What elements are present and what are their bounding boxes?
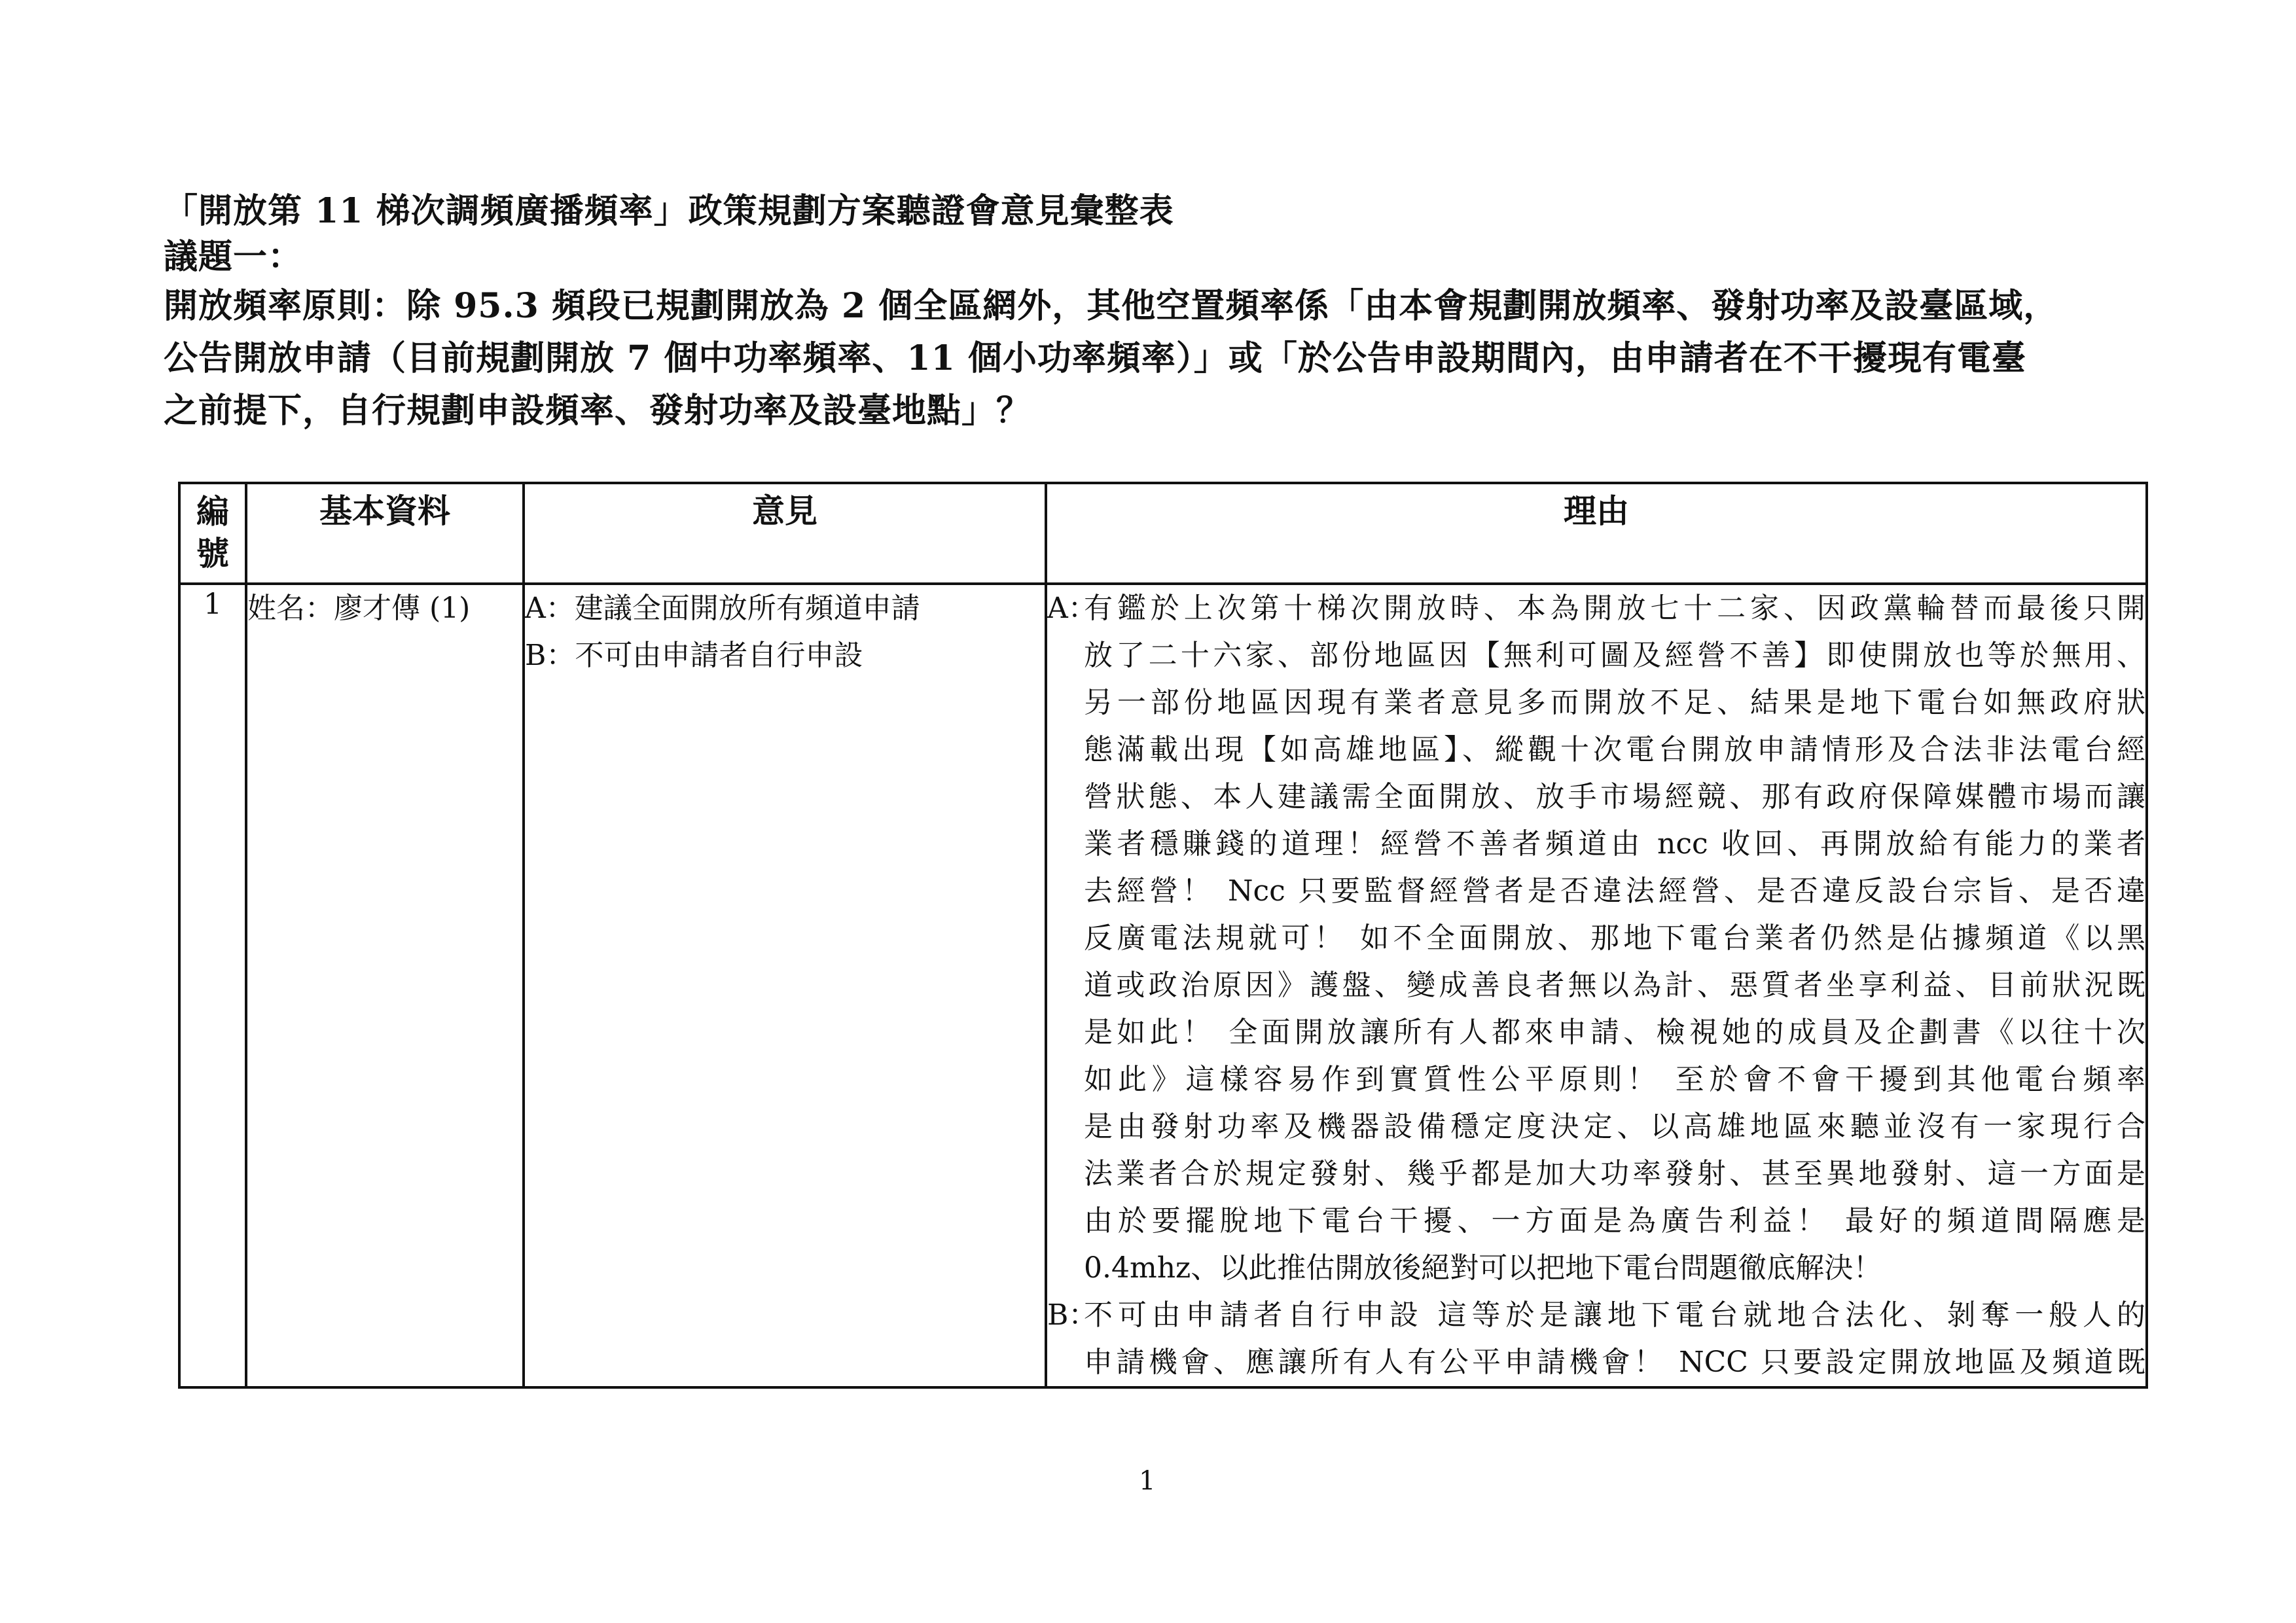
reason-line: 有鑑於上次第十梯次開放時、本為開放七十二家、因政黨輪替而最後只開 xyxy=(1084,592,2145,625)
row-number: 1 xyxy=(179,584,246,1387)
header-number: 編號 xyxy=(179,483,246,584)
reason-cell xyxy=(1046,584,2147,1387)
reason-line: 不可由申請者自行申設 這等於是讓地下電台就地合法化、剝奪一般人的 xyxy=(1084,1298,2145,1332)
table-header-row xyxy=(179,483,2147,584)
reason-line: 0.4mhz、以此推估開放後絕對可以把地下電台問題徹底解決！ xyxy=(1084,1251,1882,1285)
table-row xyxy=(179,584,2147,1387)
reason-line: 如此》這樣容易作到實質性公平原則！ 至於會不會干擾到其他電台頻率 xyxy=(1084,1063,2145,1096)
reason-line: 另一部份地區因現有業者意見多而開放不足、結果是地下電台如無政府狀 xyxy=(1084,686,2145,719)
opinion-table xyxy=(178,482,2148,1389)
reason-line: 由於要擺脫地下電台干擾、一方面是為廣告利益！ 最好的頻道間隔應是 xyxy=(1084,1204,2145,1238)
page-number: 1 xyxy=(1139,1466,1156,1496)
reason-item-b xyxy=(1047,1292,2145,1386)
reason-label: A： xyxy=(1047,592,1097,625)
reason-line: 態滿載出現【如高雄地區】、縱觀十次電台開放申請情形及合法非法電台經 xyxy=(1084,733,2145,766)
issue-label: 議題一： xyxy=(164,237,303,277)
question-line: 開放頻率原則：除 95.3 頻段已規劃開放為 2 個全區網外，其他空置頻率係「由本會規劃開放頻率、發射功率及設臺區域， xyxy=(164,286,2058,326)
question-line: 公告開放申請（目前規劃開放 7 個中功率頻率、11 個小功率頻率）」或「於公告申設期間內，由申請者在不干擾現有電臺 xyxy=(164,338,2026,378)
reason-lines xyxy=(1084,585,2145,1292)
reason-line: 是如此！ 全面開放讓所有人都來申請、檢視她的成員及企劃書《以往十次 xyxy=(1084,1016,2145,1049)
reason-label: B： xyxy=(1047,1298,1098,1332)
header-opinion: 意見 xyxy=(524,483,1046,584)
reason-line: 去經營！ Ncc 只要監督經營者是否違法經營、是否違反設台宗旨、是否違 xyxy=(1084,874,2145,908)
opinion-cell xyxy=(524,584,1046,1387)
basic-info-text: 姓名：廖才傳 (1) xyxy=(247,592,471,625)
reason-lines xyxy=(1084,1292,2145,1386)
document-title: 「開放第 11 梯次調頻廣播頻率」政策規劃方案聽證會意見彙整表 xyxy=(164,191,1174,231)
reason-line: 道或政治原因》護盤、變成善良者無以為計、惡質者坐享利益、目前狀況既 xyxy=(1084,969,2145,1002)
opinion-item: B：不可由申請者自行申設 xyxy=(525,639,863,672)
header-reason: 理由 xyxy=(1046,483,2147,584)
reason-line: 放了二十六家、部份地區因【無利可圖及經營不善】即使開放也等於無用、 xyxy=(1084,639,2145,672)
reason-item-a xyxy=(1047,585,2145,1292)
reason-line: 業者穩賺錢的道理！經營不善者頻道由 ncc 收回、再開放給有能力的業者 xyxy=(1084,827,2145,861)
opinion-item: A：建議全面開放所有頻道申請 xyxy=(525,592,920,625)
reason-line: 營狀態、本人建議需全面開放、放手市場經競、那有政府保障媒體市場而讓 xyxy=(1084,780,2145,813)
reason-line: 是由發射功率及機器設備穩定度決定、以高雄地區來聽並沒有一家現行合 xyxy=(1084,1110,2145,1143)
basic-info-cell xyxy=(246,584,524,1387)
reason-line: 反廣電法規就可！ 如不全面開放、那地下電台業者仍然是佔據頻道《以黑 xyxy=(1084,921,2145,955)
question-line: 之前提下，自行規劃申設頻率、發射功率及設臺地點」？ xyxy=(164,391,1031,431)
header-basic-info: 基本資料 xyxy=(246,483,524,584)
reason-line: 申請機會、應讓所有人有公平申請機會！ NCC 只要設定開放地區及頻道既 xyxy=(1084,1346,2145,1379)
reason-line: 法業者合於規定發射、幾乎都是加大功率發射、甚至異地發射、這一方面是 xyxy=(1084,1157,2145,1190)
